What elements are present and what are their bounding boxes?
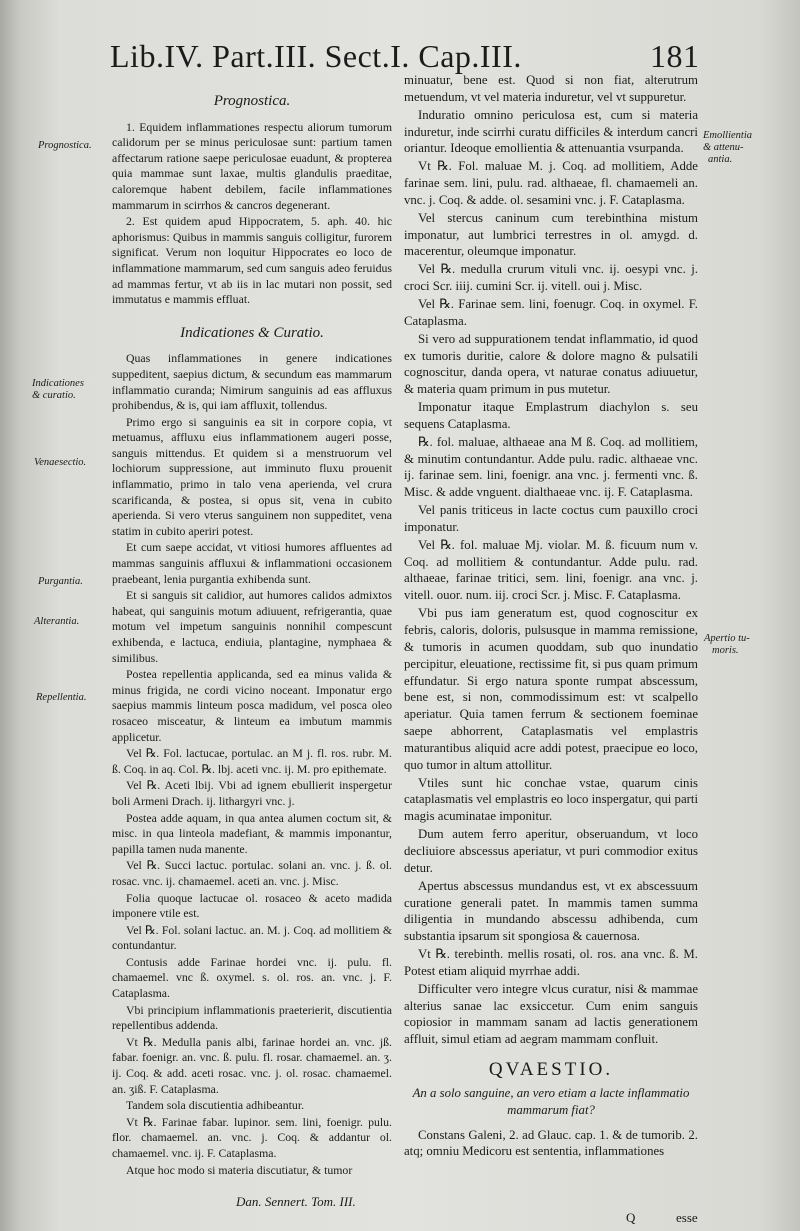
paragraph: Imponatur itaque Emplastrum diachylon s. seu sequens Cataplasma.	[404, 400, 698, 431]
margin-note-antia: antia.	[708, 154, 733, 165]
paragraph: Folia quoque lactucae ol. rosaceo & aceto madida imponere vtile est.	[112, 890, 392, 921]
paragraph: Et cum saepe accidat, vt vitiosi humores affluentes ad mammas sanguinis affluxui & inflammationi occasionem praebeant, lenia purgantia exhibenda sunt.	[112, 540, 392, 586]
paragraph: Vel ℞. Fol. lactucae, portulac. an M j. fl. ros. rubr. M. ß. Coq. in aq. Col. ℞. lbj. aceti vnc. ij. M. pro epithemate.	[112, 746, 392, 776]
paragraph: Apertus abscessus mundandus est, vt ex abscessuum curatione generali patet. In mammis tamen summa diligentia in mundando abscessu adhibenda, cum substantia ipsarum sit spongiosa & cauernosa.	[404, 878, 698, 944]
paragraph: Vel ℞. Aceti lbij. Vbi ad ignem ebullierit inspergetur boli Armeni Drach. ij. lithargyri vnc. j.	[112, 778, 392, 808]
signature-mark: Q	[626, 1210, 636, 1225]
paragraph: Tandem sola discutientia adhibeantur.	[126, 1098, 305, 1113]
margin-note-venaesectio: Venaesectio.	[34, 457, 87, 468]
paragraph: Vel panis triticeus in lacte coctus cum pauxillo croci imponatur.	[404, 503, 698, 534]
paragraph: Vt ℞. Medulla panis albi, farinae hordei an. vnc. jß. fabar. foenigr. an. vnc. ß. pulu. fl. rosar. chamaemel. an. ʒ. ij. Coq. & add. aceti rosac. vnc. j. ol. rosac. chamaemel. an. ʒiß. F. Cataplasma.	[112, 1034, 392, 1096]
paragraph: Induratio omnino periculosa est, cum si materia induretur, inde scirrhi curatu difficiles & interdum cancri oriantur. Ideoque emollientia & attenuantia vsurpanda.	[404, 107, 698, 156]
paragraph: Contusis adde Farinae hordei vnc. ij. pulu. fl. chamaemel. vnc ß. oxymel. s. ol. ros. an. vnc. j. F. Cataplasma.	[112, 954, 392, 1001]
paragraph: Vel ℞. Fol. solani lactuc. an. M. j. Coq. ad mollitiem & contundantur.	[112, 922, 392, 953]
header-title: Lib.IV. Part.III. Sect.I. Cap.III.	[110, 38, 522, 74]
right-column	[404, 72, 698, 1161]
paragraph: Si vero ad suppurationem tendat inflammatio, id quod ex tumoris duritie, calore & dolore magno & pulsatili cognoscitur, danda opera, vt naturae conatus adiuuetur, & materia quam primum in pus mutetur.	[404, 331, 698, 397]
paragraph: Postea adde aquam, in qua antea alumen coctum sit, & misc. in qua linteola madefiant, & mammis imponantur, papilla tamen nuda manente.	[112, 810, 392, 856]
author-catchline: Dan. Sennert. Tom. III.	[236, 1194, 356, 1209]
paragraph: Atque hoc modo si materia discutiatur, & tumor	[126, 1162, 353, 1177]
paragraph: Vel ℞. medulla crurum vituli vnc. ij. oesypi vnc. j. croci Scr. iiij. cumini Scr. ij. vitell. oui j. Misc.	[404, 262, 698, 294]
questio-subtitle: An a solo sanguine, an vero etiam a lacte inflammatio mammarum fiat?	[412, 1085, 690, 1117]
paragraph: Vel ℞. Farinae sem. lini, foenugr. Coq. in oxymel. F. Cataplasma.	[404, 296, 698, 328]
margin-note-emollientia: Emollientia	[703, 130, 752, 141]
paragraph: minuatur, bene est. Quod si non fiat, alterutrum metuendum, vt vel materia induretur, vel vt suppuretur.	[404, 73, 698, 104]
paragraph: ℞. fol. maluae, althaeae ana M ß. Coq. ad mollitiem, & minutim contundantur. Adde pulu. radic. althaeae vnc. ij. farinae sem. lini, foenigr. ana vnc. j. fermenti vnc. ß. Misc. & adde vnguent. dialthaeae vnc. ij. F. Cataplasma.	[404, 434, 698, 500]
paragraph: Difficulter vero integre vlcus curatur, nisi & mammae alterius sanae lac exsiccetur. Cum enim sanguis copiosior in mammam sanam ad lactis generationem affluit, simul etiam ad aegram mammam confluit.	[404, 981, 698, 1047]
paragraph: Et si sanguis sit calidior, aut humores calidos admixtos habeat, qui sanguinis motum adiuuent, refrigerantia, quae motum vel impetum sanguinis nonnihil compescunt exhibenda, e lactuca, endiuia, plantagine, nymphaea & similibus.	[112, 588, 392, 665]
paragraph: Constans Galeni, 2. ad Glauc. cap. 1. & de tumorib. 2. atq; omniu Medicoru est sententia, inflammationes	[404, 1127, 698, 1159]
margin-note-apertio: Apertio tu-	[704, 633, 750, 644]
margin-note-attenu: & attenu-	[703, 142, 744, 153]
page-number: 181	[650, 38, 700, 74]
paragraph: Vbi principium inflammationis praeterierit, discutientia repellentibus addenda.	[112, 1002, 392, 1033]
catchword: esse	[676, 1210, 698, 1225]
margin-note-indicationes: Indicationes	[32, 378, 84, 389]
paragraph: 1. Equidem inflammationes respectu aliorum tumorum calidorum per se minus periculosae sunt: partium tamen affectarum ratione saepe periculosae euadunt, & propterea quia mammae sunt laxae, multis glandulis praeditae, caloremque habent debilem, facile inflammationes mammarum in scirrhos & cancros degenerant.	[112, 119, 392, 212]
paragraph: Vel ℞. Succi lactuc. portulac. solani an. vnc. j. ß. ol. rosac. vnc. ij. chamaemel. aceti an. vnc. j. Misc.	[112, 858, 392, 888]
paragraph: Postea repellentia applicanda, sed ea minus valida & minus frigida, ne cordi vicino noceant. Imponatur ergo saepius mammis linteum posca madidum, vel posca oleo rosaceo misceatur, & linteum ea imbutum mammis applicetur.	[112, 667, 392, 744]
margin-note-alterantia: Alterantia.	[34, 616, 80, 627]
paragraph: Vtiles sunt hic conchae vstae, quarum cinis cataplasmatis vel emplastris eo loco inspergatur, qui parti magis acuminatae imponitur.	[404, 775, 698, 824]
paragraph: 2. Est quidem apud Hippocratem, 5. aph. 40. hic aphorismus: Quibus in mammis sanguis colligitur, furorem significat. Verum non loquitur Hippocrates eo loco de inflammatione mammarum, sed cum sanguis adeo feruidus ad mammas fertur, vt ab iis in lac mutari non possit, sed immutatus e mammis effluat.	[112, 214, 392, 307]
margin-note-prognostica: Prognostica.	[38, 140, 92, 151]
heading-prognostica: Prognostica.	[213, 93, 291, 109]
heading-indicationes: Indicationes & Curatio.	[180, 324, 324, 341]
paragraph: Vel ℞. fol. maluae Mj. violar. M. ß. ficuum num v. Coq. ad mollitiem & contundantur. Adde pulu. rad. althaeae, farinae tritici, sem. lini, foenigr. ana vnc. j. vitell. ouor. num. iij. croci Scr. j. Misc. F. Cataplasma.	[404, 537, 698, 603]
paragraph: Primo ergo si sanguinis ea sit in corpore copia, vt metuamus, affluxu eius inflammationem augeri posse, sanguis mittendus. Et quidem si a menstruorum vel lochiorum suppressione, aut imminuto fluxu prouenit inflammatio, primo in talo vena aperienda, vel crura scarificanda, & postea, si opus sit, vena in cubito aperienda. Si vero vterus sanguinem non suppeditet, vena statim in cubito aperiri potest.	[112, 414, 392, 538]
questio-heading: QVAESTIO.	[488, 1059, 614, 1081]
paragraph: Vbi pus iam generatum est, quod cognoscitur ex febris, caloris, doloris, pulsusque in mamma remissione, & tumoris in acumen quoddam, sub quo inundatio percipitur, eleuatione, rectissime fit, si pus quam primum effundatur. Si ergo natura sponte rumpat abscessum, bene est, si non, commodissimum est: vt scalpello aperiatur. Quia tamen ferrum & sectionem foeminae saepe abhorrent, Cataplasmatis vel emplastris maturantibus aliquid acre addi potest, praecipue eo loco, quo tumor in altum attollitur.	[404, 606, 698, 772]
paragraph: Quas inflammationes in genere indicationes suppeditent, saepius dictum, & secundum eas mammarum inflammatio curanda; Nimirum sanguinis ad eas affluxus prohibendus, & is, qui iam affluxit, tollendus.	[112, 351, 392, 413]
margin-note-purgantia: Purgantia.	[38, 576, 83, 587]
paragraph: Vel stercus caninum cum terebinthina mistum imponatur, aut lumbrici terrestres in ol. amygd. d. macerentur, oleumque imponatur.	[404, 210, 698, 259]
paragraph: Vt ℞. Farinae fabar. lupinor. sem. lini, foenigr. pulu. flor. chamaemel. an. vnc. j. Coq. & addantur ol. chamaemel. vnc. ij. F. Cataplasma.	[112, 1114, 392, 1160]
paragraph: Vt ℞. terebinth. mellis rosati, ol. ros. ana vnc. ß. M. Potest etiam aliquid myrrhae addi.	[404, 947, 698, 978]
paragraph: Vt ℞. Fol. maluae M. j. Coq. ad mollitiem, Adde farinae sem. lini, pulu. rad. althaeae, fl. chamaemeli an. vnc. j. Coq. & adde. ol. sesamini vnc. j. F. Cataplasma.	[404, 159, 698, 207]
margin-note-moris: moris.	[712, 645, 739, 656]
paragraph: Dum autem ferro aperitur, obseruandum, vt loco decliuiore abscessus aperiatur, vt puri commodior exitus detur.	[404, 827, 698, 875]
margin-note-repellentia: Repellentia.	[36, 692, 87, 703]
margin-note-curatio: & curatio.	[32, 390, 76, 401]
left-column	[112, 72, 392, 1179]
